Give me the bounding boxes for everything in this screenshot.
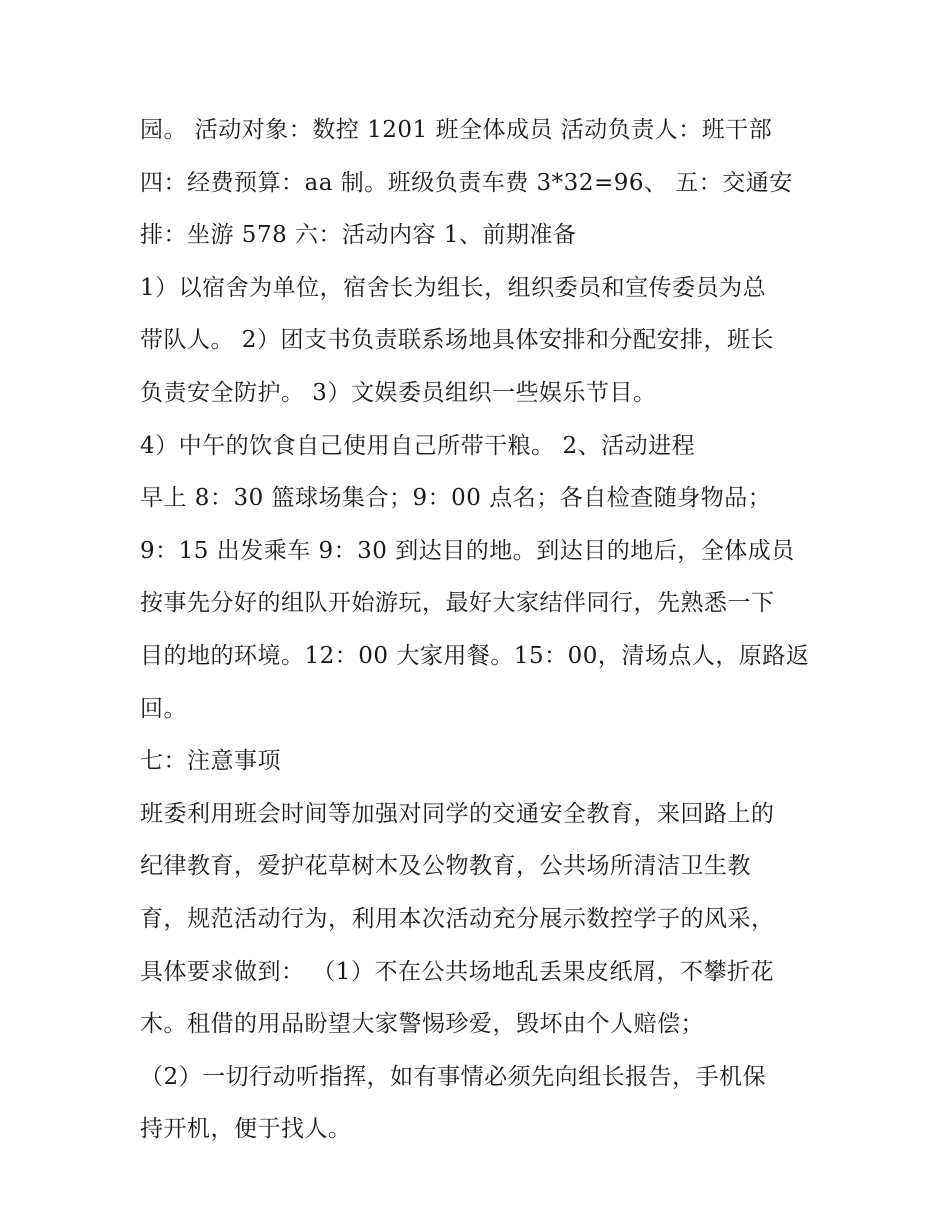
text-line: 4）中午的饮食自己使用自己所带干粮。 2、活动进程 — [140, 432, 696, 459]
text-line: 持开机，便于找人。 — [140, 1116, 352, 1143]
text-line: 班委利用班会时间等加强对同学的交通安全教育，来回路上的 — [140, 800, 775, 827]
text-line: 9：15 出发乘车 9：30 到达目的地。到达目的地后，全体成员 — [140, 537, 795, 564]
section-heading: 七：注意事项 — [140, 748, 281, 775]
text-line: 负责安全防护。 3）文娱委员组织一些娱乐节目。 — [140, 379, 657, 406]
text-line: 排：坐游 578 六：活动内容 1、前期准备 — [140, 222, 577, 249]
text-line: 早上 8：30 篮球场集合；9：00 点名；各自检查随身物品； — [140, 485, 772, 512]
text-line: 园。 活动对象：数控 1201 班全体成员 活动负责人：班干部 — [140, 117, 773, 143]
text-line: 具体要求做到： （1）不在公共场地乱丢果皮纸屑，不攀折花 — [140, 958, 774, 985]
text-line: （2）一切行动听指挥，如有事情必须先向组长报告，手机保 — [140, 1063, 767, 1090]
text-line: 1）以宿舍为单位，宿舍长为组长，组织委员和宣传委员为总 — [140, 274, 767, 301]
document-body — [140, 104, 830, 1156]
text-line: 四：经费预算：aa 制。班级负责车费 3*32=96、 五：交通安 — [140, 169, 793, 196]
text-line: 木。租借的用品盼望大家警惕珍爱，毁坏由个人赔偿； — [140, 1011, 704, 1038]
text-line: 目的地的环境。12：00 大家用餐。15：00，清场点人，原路返 — [140, 642, 810, 669]
text-line: 按事先分好的组队开始游玩，最好大家结伴同行，先熟悉一下 — [140, 590, 775, 617]
text-line: 回。 — [140, 695, 187, 722]
text-line: 带队人。 2）团支书负责联系场地具体安排和分配安排，班长 — [140, 327, 774, 354]
text-line: 育，规范活动行为，利用本次活动充分展示数控学子的风采， — [140, 905, 775, 932]
text-line: 纪律教育，爱护花草树木及公物教育，公共场所清洁卫生教 — [140, 853, 751, 880]
